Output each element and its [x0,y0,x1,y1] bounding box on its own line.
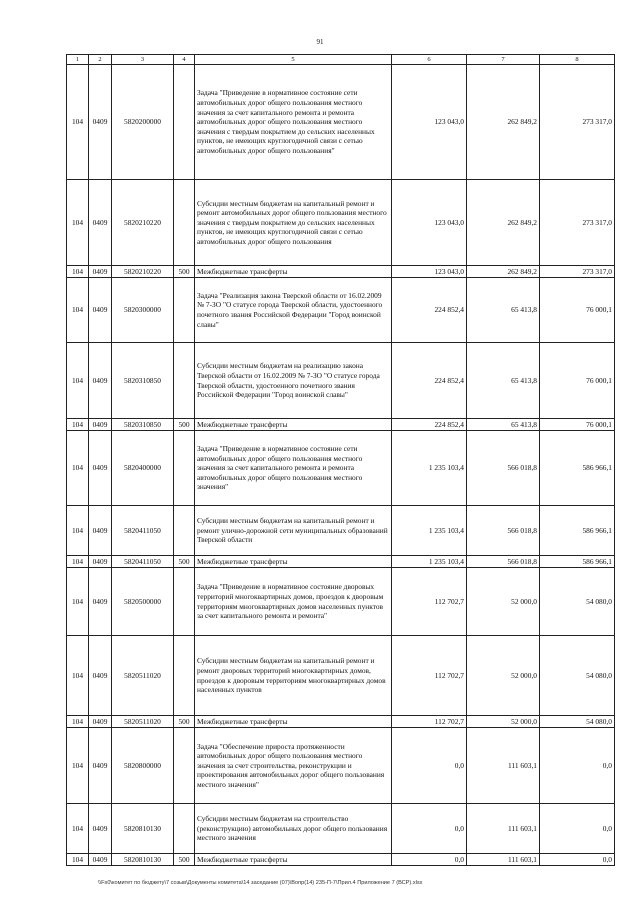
expense-type-cell [174,65,195,180]
amount-year3-cell: 0,0 [540,854,615,866]
table-row [67,419,615,431]
description-cell: Субсидии местным бюджетам на капитальный ремонт и ремонт улично-дорожной сети муниципальных образований Тверской области [195,506,392,556]
target-article-cell: 5820310850 [112,343,174,419]
expense-type-cell [174,804,195,854]
table-row [67,804,615,854]
amount-year1-cell: 112 702,7 [392,716,467,728]
target-article-cell: 5820210220 [112,266,174,278]
table-row [67,854,615,866]
amount-year2-cell: 262 849,2 [467,180,540,266]
amount-year3-cell: 54 080,0 [540,716,615,728]
section-code-cell: 0409 [89,266,112,278]
amount-year2-cell: 65 413,8 [467,343,540,419]
amount-year2-cell: 566 018,8 [467,506,540,556]
column-header: 6 [392,55,467,65]
amount-year1-cell: 1 235 103,4 [392,506,467,556]
amount-year1-cell: 0,0 [392,854,467,866]
description-cell: Межбюджетные трансферты [195,556,392,568]
admin-code-cell: 104 [67,278,89,343]
description-cell: Задача "Приведение в нормативное состояние сети автомобильных дорог общего пользования местного значения за счет капитального ремонта и ремонта автомобильных дорог общего пользования местного значения" [195,431,392,506]
admin-code-cell: 104 [67,728,89,804]
amount-year1-cell: 1 235 103,4 [392,431,467,506]
column-header: 2 [89,55,112,65]
admin-code-cell: 104 [67,180,89,266]
amount-year1-cell: 123 043,0 [392,180,467,266]
expense-type-cell [174,636,195,716]
amount-year2-cell: 262 849,2 [467,65,540,180]
expense-type-cell: 500 [174,419,195,431]
amount-year1-cell: 112 702,7 [392,568,467,636]
section-code-cell: 0409 [89,180,112,266]
section-code-cell: 0409 [89,419,112,431]
amount-year2-cell: 65 413,8 [467,419,540,431]
admin-code-cell: 104 [67,343,89,419]
target-article-cell: 5820411050 [112,556,174,568]
table-row [67,716,615,728]
expense-type-cell: 500 [174,854,195,866]
target-article-cell: 5820400000 [112,431,174,506]
amount-year1-cell: 112 702,7 [392,636,467,716]
description-cell: Межбюджетные трансферты [195,266,392,278]
description-cell: Субсидии местным бюджетам на строительство (реконструкцию) автомобильных дорог общего пользования местного значения [195,804,392,854]
expense-type-cell [174,278,195,343]
section-code-cell: 0409 [89,343,112,419]
table-row [67,180,615,266]
column-header: 8 [540,55,615,65]
table-row [67,278,615,343]
target-article-cell: 5820800000 [112,728,174,804]
amount-year1-cell: 123 043,0 [392,65,467,180]
target-article-cell: 5820411050 [112,506,174,556]
amount-year1-cell: 0,0 [392,804,467,854]
amount-year2-cell: 52 000,0 [467,716,540,728]
amount-year2-cell: 52 000,0 [467,568,540,636]
amount-year1-cell: 224 852,4 [392,419,467,431]
table-row [67,266,615,278]
amount-year1-cell: 1 235 103,4 [392,556,467,568]
file-path-footer: \\Fs0\комитет по бюджету\7 созыв\Документы комитета\14 заседание (07)\Вопр(14) 235-П-7\Прил.4 Приложение 7 (ВСР).xlsx [98,880,423,886]
amount-year3-cell: 586 966,1 [540,506,615,556]
budget-table [66,54,615,866]
expense-type-cell: 500 [174,716,195,728]
amount-year1-cell: 0,0 [392,728,467,804]
amount-year1-cell: 224 852,4 [392,278,467,343]
target-article-cell: 5820810130 [112,854,174,866]
amount-year3-cell: 273 317,0 [540,180,615,266]
admin-code-cell: 104 [67,506,89,556]
section-code-cell: 0409 [89,278,112,343]
section-code-cell: 0409 [89,716,112,728]
expense-type-cell [174,728,195,804]
admin-code-cell: 104 [67,568,89,636]
amount-year2-cell: 111 603,1 [467,804,540,854]
section-code-cell: 0409 [89,728,112,804]
description-cell: Задача "Реализация закона Тверской области от 16.02.2009 № 7-ЗО "О статусе города Тверской области, удостоенного почетного звания Российской Федерации "Город воинской славы" [195,278,392,343]
amount-year3-cell: 76 000,1 [540,278,615,343]
amount-year3-cell: 54 080,0 [540,636,615,716]
expense-type-cell [174,431,195,506]
target-article-cell: 5820511020 [112,716,174,728]
expense-type-cell [174,568,195,636]
table-body [67,65,615,866]
column-header: 3 [112,55,174,65]
admin-code-cell: 104 [67,65,89,180]
amount-year3-cell: 54 080,0 [540,568,615,636]
target-article-cell: 5820300000 [112,278,174,343]
amount-year1-cell: 224 852,4 [392,343,467,419]
column-number-row [67,55,615,65]
section-code-cell: 0409 [89,636,112,716]
table-row [67,65,615,180]
column-header: 4 [174,55,195,65]
table-row [67,636,615,716]
description-cell: Субсидии местным бюджетам на реализацию закона Тверской области от 16.02.2009 № 7-ЗО "О статусе города Тверской области, удостоенного почетного звания Российской Федерации "Город воинской славы" [195,343,392,419]
section-code-cell: 0409 [89,804,112,854]
amount-year2-cell: 111 603,1 [467,854,540,866]
expense-type-cell [174,180,195,266]
page-number: 91 [316,38,324,46]
description-cell: Субсидии местным бюджетам на капитальный ремонт и ремонт автомобильных дорог общего пользования местного значения с твердым покрытием до сельских населенных пунктов, не имеющих круглогодичной связи с сетью автомобильных дорог общего пользования [195,180,392,266]
amount-year3-cell: 76 000,1 [540,343,615,419]
table-row [67,556,615,568]
amount-year3-cell: 586 966,1 [540,431,615,506]
column-header: 7 [467,55,540,65]
expense-type-cell [174,506,195,556]
table-row [67,431,615,506]
target-article-cell: 5820500000 [112,568,174,636]
amount-year3-cell: 0,0 [540,728,615,804]
amount-year2-cell: 262 849,2 [467,266,540,278]
description-cell: Задача "Приведение в нормативное состояние дворовых территорий многоквартирных домов, проездов к дворовым территориям многоквартирных домов населенных пунктов за счет капитального ремонта и ремонта" [195,568,392,636]
amount-year3-cell: 273 317,0 [540,266,615,278]
description-cell: Задача "Обеспечение прироста протяженности автомобильных дорог общего пользования местного значения за счет строительства, реконструкции и проектирования автомобильных дорог общего пользования местного значения" [195,728,392,804]
amount-year3-cell: 0,0 [540,804,615,854]
description-cell: Межбюджетные трансферты [195,854,392,866]
section-code-cell: 0409 [89,854,112,866]
section-code-cell: 0409 [89,431,112,506]
target-article-cell: 5820511020 [112,636,174,716]
amount-year3-cell: 273 317,0 [540,65,615,180]
section-code-cell: 0409 [89,65,112,180]
amount-year2-cell: 65 413,8 [467,278,540,343]
admin-code-cell: 104 [67,266,89,278]
description-cell: Межбюджетные трансферты [195,716,392,728]
target-article-cell: 5820200000 [112,65,174,180]
amount-year2-cell: 52 000,0 [467,636,540,716]
section-code-cell: 0409 [89,568,112,636]
table-row [67,568,615,636]
amount-year3-cell: 76 000,1 [540,419,615,431]
column-header: 1 [67,55,89,65]
amount-year2-cell: 566 018,8 [467,556,540,568]
admin-code-cell: 104 [67,716,89,728]
expense-type-cell: 500 [174,556,195,568]
section-code-cell: 0409 [89,506,112,556]
admin-code-cell: 104 [67,419,89,431]
target-article-cell: 5820810130 [112,804,174,854]
description-cell: Задача "Приведение в нормативное состояние сети автомобильных дорог общего пользования местного значения за счет капитального ремонта и ремонта автомобильных дорог общего пользования местного значения с твердым покрытием до сельских населенных пунктов, не имеющих круглогодичной связи с сетью автомобильных дорог общего пользования" [195,65,392,180]
admin-code-cell: 104 [67,804,89,854]
section-code-cell: 0409 [89,556,112,568]
admin-code-cell: 104 [67,556,89,568]
table-row [67,343,615,419]
target-article-cell: 5820210220 [112,180,174,266]
amount-year3-cell: 586 966,1 [540,556,615,568]
amount-year2-cell: 111 603,1 [467,728,540,804]
column-header: 5 [195,55,392,65]
table-row [67,506,615,556]
target-article-cell: 5820310850 [112,419,174,431]
amount-year1-cell: 123 043,0 [392,266,467,278]
amount-year2-cell: 566 018,8 [467,431,540,506]
description-cell: Межбюджетные трансферты [195,419,392,431]
admin-code-cell: 104 [67,431,89,506]
admin-code-cell: 104 [67,636,89,716]
admin-code-cell: 104 [67,854,89,866]
description-cell: Субсидии местным бюджетам на капитальный ремонт и ремонт дворовых территорий многоквартирных домов, проездов к дворовым территориям многоквартирных домов населенных пунктов [195,636,392,716]
expense-type-cell: 500 [174,266,195,278]
expense-type-cell [174,343,195,419]
table-row [67,728,615,804]
